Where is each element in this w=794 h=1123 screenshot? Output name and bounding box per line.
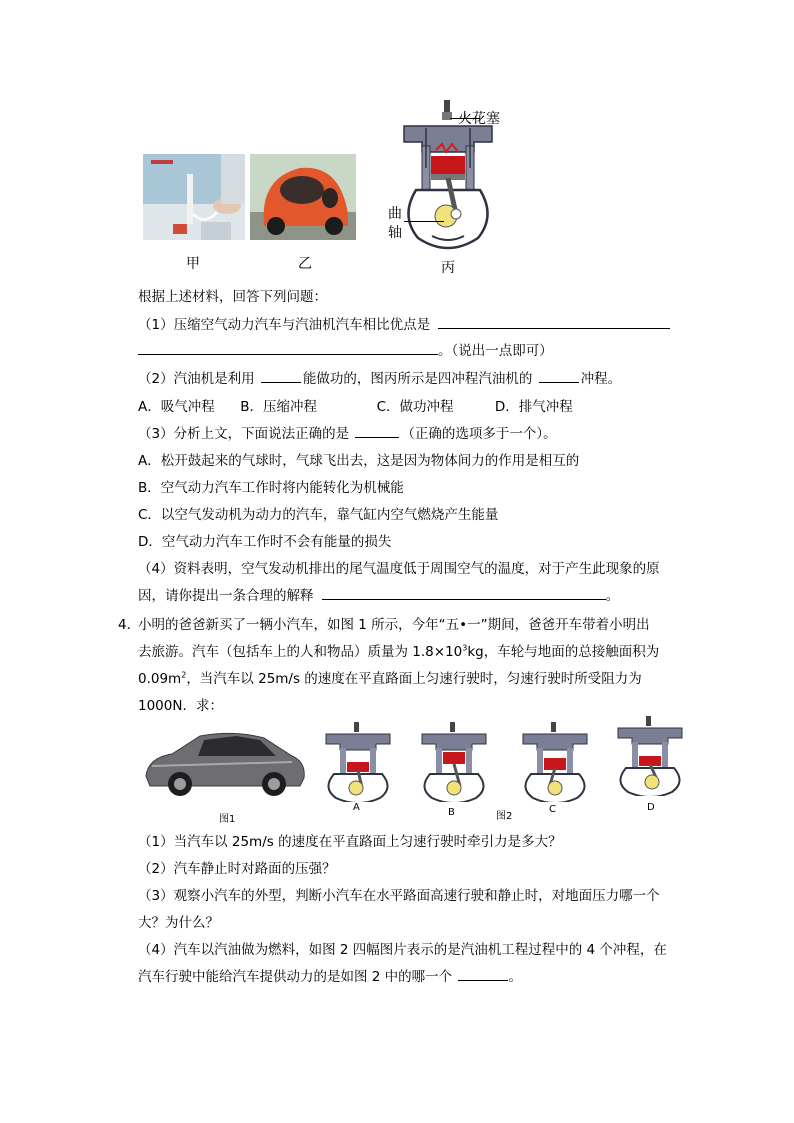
q3-part4-tail: 。 (605, 588, 620, 604)
caption-yi: 乙 (298, 256, 312, 272)
fig2-caption: 图2 (496, 811, 513, 822)
q4-sub4-tail: 。 (508, 969, 522, 985)
q4-sub4-blank[interactable] (458, 968, 508, 981)
q3-part1-text: （1）压缩空气动力汽车与汽油机汽车相比优点是 (138, 317, 431, 333)
q4-line4: 1000N．求： (138, 698, 223, 714)
q3-part1-line2 (138, 339, 553, 359)
label-d: D (647, 802, 655, 813)
q4-sub4-line2 (138, 965, 522, 985)
fig1-caption: 图1 (219, 814, 236, 825)
q3-intro: 根据上述材料，回答下列问题： (138, 289, 327, 305)
q3-part1-tail: 。（说出一点即可） (438, 343, 553, 359)
q3-part1-line1 (138, 313, 670, 333)
option-a: A．吸气冲程 (138, 399, 215, 415)
q4-sub3-line1: （3）观察小汽车的外型，判断小汽车在水平路面高速行驶和静止时，对地面压力哪一个 (138, 888, 660, 904)
q3-part4-line1: （4）资料表明，空气发动机排出的尾气温度低于周围空气的温度，对于产生此现象的原 (138, 561, 660, 577)
label-crankshaft-2: 轴 (388, 225, 402, 241)
caption-bing: 丙 (441, 260, 455, 276)
q3-statement-d: D．空气动力汽车工作时不会有能量的损失 (138, 534, 392, 550)
label-a: A (353, 802, 360, 813)
q4-sub1: （1）当汽车以 25m/s 的速度在平直路面上匀速行驶时牵引力是多大？ (138, 834, 562, 850)
q3-part1-answer-blank-1[interactable] (438, 316, 670, 329)
q4-sub3-line2: 大？为什么？ (138, 915, 219, 931)
q3-part3-text-b: （正确的选项多于一个）。 (401, 426, 557, 442)
q4-line3-a: 0.09m (138, 671, 182, 687)
q3-part3 (138, 422, 557, 442)
label-spark-plug: 火花塞 (458, 111, 500, 127)
q3-part2-options (138, 395, 573, 415)
q3-part2 (138, 367, 621, 387)
option-c: C．做功冲程 (376, 399, 454, 415)
q4-line2-a: 去旅游。汽车（包括车上的人和物品）质量为 1.8×10 (138, 644, 463, 660)
photo-jia (143, 154, 245, 240)
car-photo (142, 728, 308, 798)
q4-line3-sup: 2 (181, 670, 187, 680)
q3-part3-blank[interactable] (355, 425, 399, 438)
q3-part4-line2 (138, 584, 619, 604)
q4-line1: 小明的爸爸新买了一辆小汽车，如图 1 所示，今年“五•一”期间，爸爸开车带着小明出 (138, 617, 650, 633)
label-b: B (448, 807, 455, 818)
q4-number: 4． (118, 617, 141, 633)
engine-diagram-a (322, 722, 394, 802)
q3-part2-text-b: 能做功的，图丙所示是四冲程汽油机的 (302, 371, 533, 387)
engine-diagram-d (614, 716, 686, 796)
q4-line2-sup: 3 (462, 643, 468, 653)
crankshaft-pointer (404, 221, 444, 222)
q3-statement-b: B．空气动力汽车工作时将内能转化为机械能 (138, 480, 404, 496)
q4-line3-b: ，当汽车以 25m/s 的速度在平直路面上匀速行驶时，匀速行驶时所受阻力为 (186, 671, 642, 687)
q4-sub4-text: 汽车行驶中能给汽车提供动力的是如图 2 中的哪一个 (138, 969, 453, 985)
option-d: D．排气冲程 (494, 399, 573, 415)
q3-part2-blank-1[interactable] (261, 370, 301, 383)
q4-line2-b: kg，车轮与地面的总接触面积为 (467, 644, 660, 660)
q4-line3 (138, 667, 642, 687)
q3-part2-text-c: 冲程。 (580, 371, 622, 387)
engine-diagram-c (519, 722, 591, 802)
q3-part2-blank-2[interactable] (539, 370, 579, 383)
q3-part3-text-a: （3）分析上文，下面说法正确的是 (138, 426, 350, 442)
label-crankshaft-1: 曲 (388, 206, 402, 222)
label-c: C (549, 804, 556, 815)
q3-statement-c: C．以空气发动机为动力的汽车，靠气缸内空气燃烧产生能量 (138, 507, 499, 523)
q3-part4-blank[interactable] (322, 587, 606, 600)
q4-line2 (138, 640, 659, 660)
photo-yi (250, 154, 356, 240)
q3-part2-text-a: （2）汽油机是利用 (138, 371, 255, 387)
q3-statement-a: A．松开鼓起来的气球时，气球飞出去，这是因为物体间力的作用是相互的 (138, 453, 580, 469)
option-b: B．压缩冲程 (240, 399, 318, 415)
q4-sub4-line1: （4）汽车以汽油做为燃料，如图 2 四幅图片表示的是汽油机工程过程中的 4 个冲程，在 (138, 942, 667, 958)
engine-diagram-b (418, 722, 490, 802)
caption-jia: 甲 (186, 256, 200, 272)
q3-part1-answer-blank-2[interactable] (138, 342, 438, 355)
q4-sub2: （2）汽车静止时对路面的压强？ (138, 861, 336, 877)
q3-part4-text: 因，请你提出一条合理的解释 (138, 588, 314, 604)
